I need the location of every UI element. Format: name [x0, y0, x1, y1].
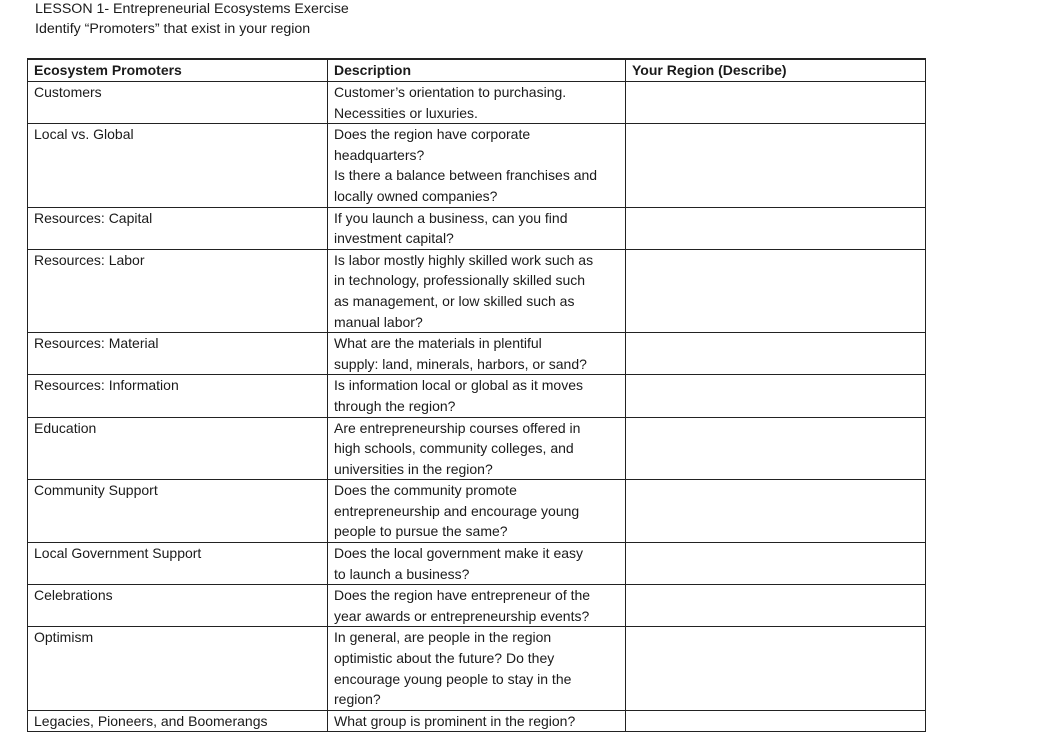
description-line: region? [334, 691, 381, 708]
promoter-cell: Resources: Labor [28, 249, 328, 332]
your-region-cell[interactable] [626, 124, 926, 207]
table-row [28, 124, 926, 207]
description-line: Does the region have corporate [334, 126, 531, 143]
table-row [28, 480, 926, 543]
description-cell [328, 585, 626, 627]
table-row [28, 249, 926, 332]
table-row [28, 710, 926, 732]
promoter-cell: Community Support [28, 480, 328, 543]
promoter-cell: Resources: Capital [28, 207, 328, 249]
description-line: encourage young people to stay in the [334, 670, 572, 687]
description-line: What are the materials in plentiful [334, 335, 542, 352]
your-region-cell[interactable] [626, 333, 926, 375]
description-line: to launch a business? [334, 565, 470, 582]
promoter-cell: Customers [28, 82, 328, 124]
your-region-cell[interactable] [626, 585, 926, 627]
lesson-title: LESSON 1- Entrepreneurial Ecosystems Exercise [35, 1, 349, 17]
column-header-promoters: Ecosystem Promoters [28, 59, 328, 82]
your-region-cell[interactable] [626, 627, 926, 710]
description-line: optimistic about the future? Do they [334, 650, 555, 667]
table-row [28, 333, 926, 375]
table-row [28, 627, 926, 710]
description-line: If you launch a business, can you find [334, 209, 568, 226]
your-region-cell[interactable] [626, 417, 926, 480]
description-cell [328, 543, 626, 585]
description-line: Necessities or luxuries. [334, 104, 478, 121]
your-region-cell[interactable] [626, 375, 926, 417]
promoters-table [27, 58, 926, 732]
description-cell [328, 375, 626, 417]
description-line: universities in the region? [334, 460, 493, 477]
description-line: year awards or entrepreneurship events? [334, 607, 590, 624]
promoter-cell: Education [28, 417, 328, 480]
promoter-cell: Resources: Material [28, 333, 328, 375]
promoter-cell: Local vs. Global [28, 124, 328, 207]
promoter-cell: Celebrations [28, 585, 328, 627]
description-cell [328, 82, 626, 124]
description-cell [328, 249, 626, 332]
lesson-instruction: Identify “Promoters” that exist in your region [35, 21, 311, 37]
your-region-cell[interactable] [626, 249, 926, 332]
description-line: locally owned companies? [334, 187, 498, 204]
your-region-cell[interactable] [626, 82, 926, 124]
your-region-cell[interactable] [626, 543, 926, 585]
promoter-cell: Legacies, Pioneers, and Boomerangs [28, 710, 328, 732]
description-line: What group is prominent in the region? [334, 712, 576, 729]
description-line: Is labor mostly highly skilled work such as [334, 251, 594, 268]
description-line: headquarters? [334, 146, 425, 163]
promoter-cell: Optimism [28, 627, 328, 710]
description-line: Customer’s orientation to purchasing. [334, 84, 567, 100]
column-header-your-region: Your Region (Describe) [626, 59, 926, 82]
description-line: Does the community promote [334, 482, 517, 499]
table-row [28, 543, 926, 585]
description-line: investment capital? [334, 230, 454, 247]
description-line: In general, are people in the region [334, 629, 552, 646]
table-row [28, 585, 926, 627]
table-row [28, 207, 926, 249]
column-header-description: Description [328, 59, 626, 82]
your-region-cell[interactable] [626, 710, 926, 732]
description-cell [328, 480, 626, 543]
description-line: as management, or low skilled such as [334, 292, 575, 309]
description-cell [328, 333, 626, 375]
description-line: manual labor? [334, 313, 423, 330]
description-line: high schools, community colleges, and [334, 440, 574, 457]
description-line: people to pursue the same? [334, 523, 508, 540]
document-header [35, 0, 349, 39]
description-line: through the region? [334, 397, 456, 414]
description-line: Is there a balance between franchises and [334, 167, 598, 184]
description-line: Does the local government make it easy [334, 545, 584, 562]
description-cell [328, 627, 626, 710]
table-row [28, 375, 926, 417]
description-cell [328, 710, 626, 732]
table-row [28, 417, 926, 480]
description-cell [328, 124, 626, 207]
your-region-cell[interactable] [626, 480, 926, 543]
promoter-cell: Resources: Information [28, 375, 328, 417]
description-line: Is information local or global as it moves [334, 377, 583, 394]
your-region-cell[interactable] [626, 207, 926, 249]
description-line: in technology, professionally skilled such [334, 272, 586, 289]
description-cell [328, 417, 626, 480]
description-cell [328, 207, 626, 249]
table-header-row [28, 59, 926, 82]
description-line: entrepreneurship and encourage young [334, 502, 580, 519]
table-row [28, 82, 926, 124]
description-line: Are entrepreneurship courses offered in [334, 419, 581, 436]
description-line: supply: land, minerals, harbors, or sand? [334, 355, 587, 372]
description-line: Does the region have entrepreneur of the [334, 587, 591, 604]
promoter-cell: Local Government Support [28, 543, 328, 585]
